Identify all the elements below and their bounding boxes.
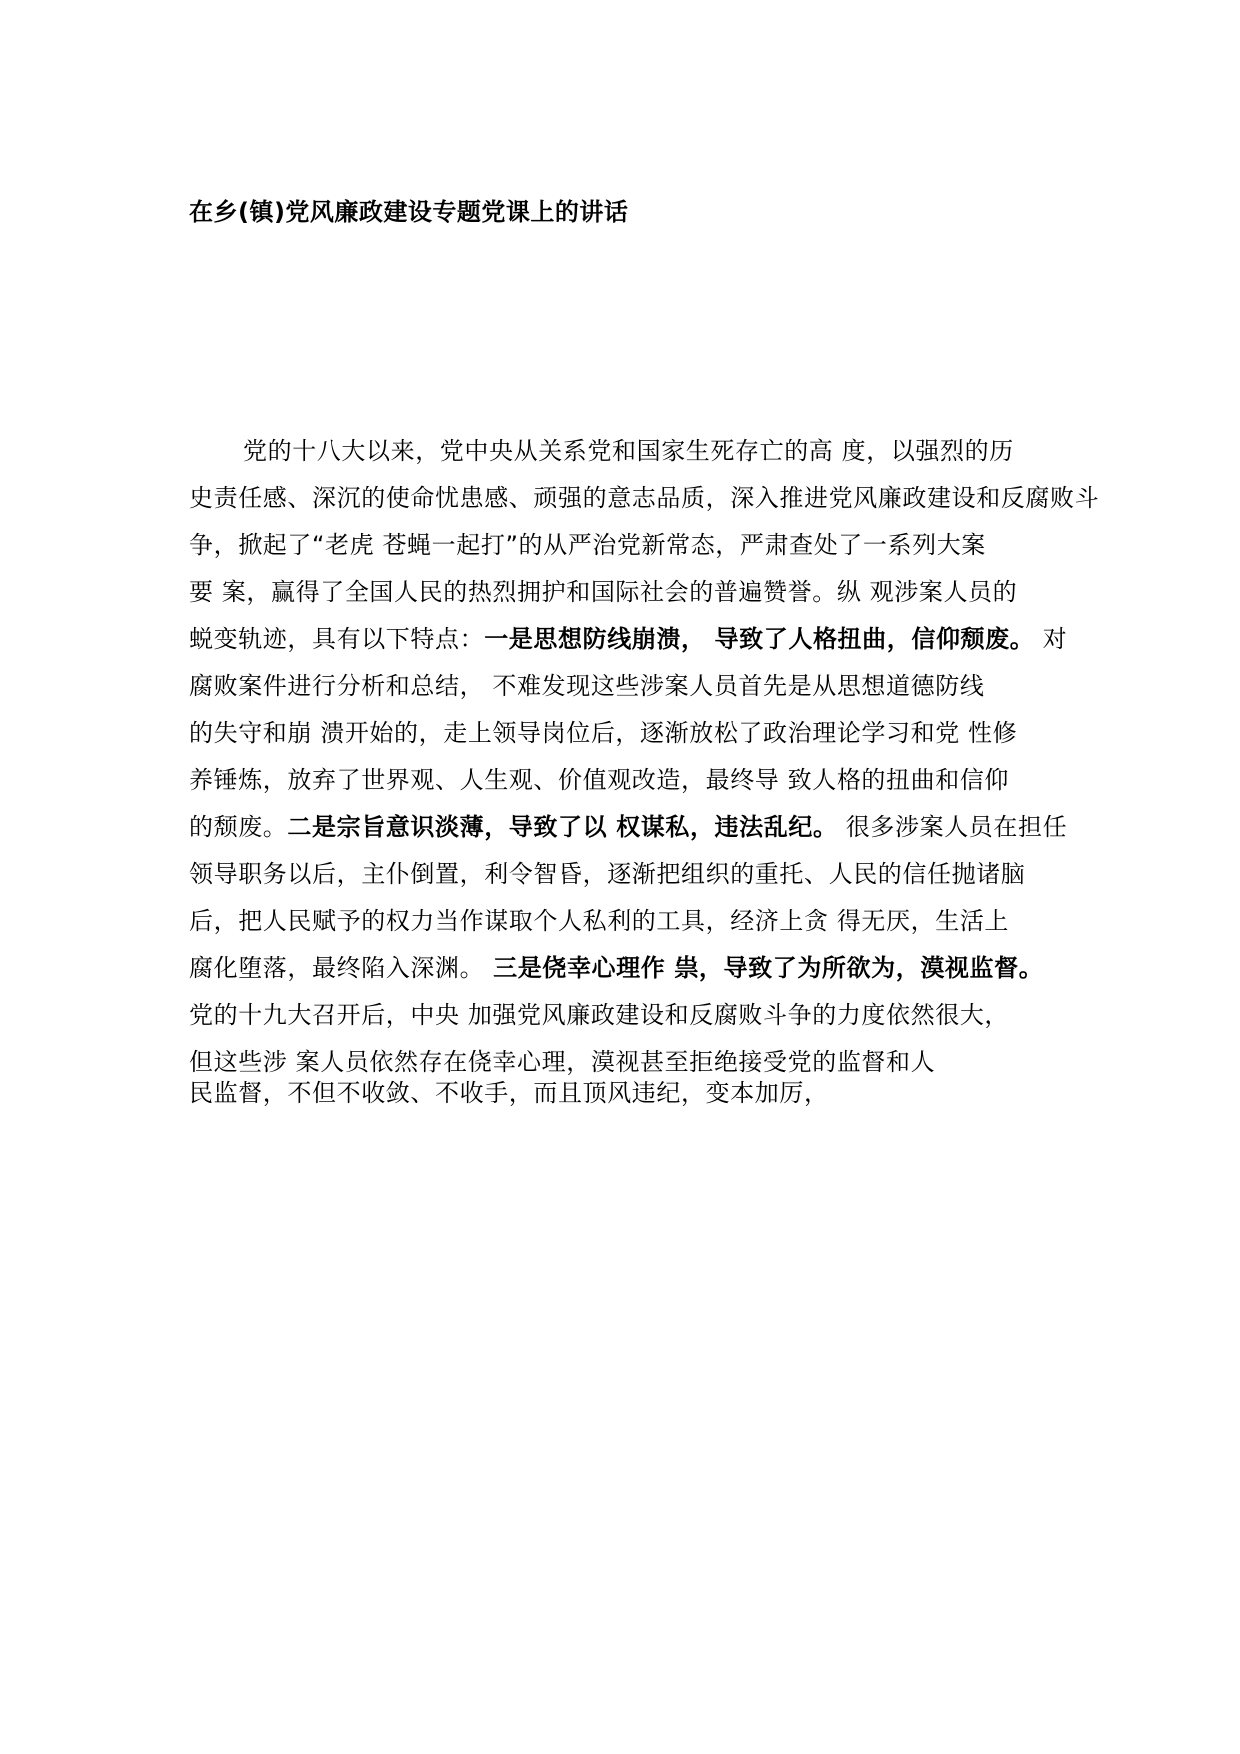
body-line: 腐败案件进行分析和总结， 不难发现这些涉案人员首先是从思想道德防线	[189, 672, 985, 700]
body-line: 蜕变轨迹，具有以下特点：一是思想防线崩溃， 导致了人格扭曲，信仰颓废。 对	[189, 625, 1068, 653]
body-line: 的失守和崩 溃开始的，走上领导岗位后，逐渐放松了政治理论学习和党 性修	[189, 719, 1018, 747]
body-line: 但这些涉 案人员依然存在侥幸心理，漠视甚至拒绝接受党的监督和人	[189, 1048, 936, 1076]
body-line: 争，掀起了“老虎 苍蝇一起打”的从严治党新常态，严肃查处了一系列大案	[189, 531, 986, 559]
body-line: 要 案，赢得了全国人民的热烈拥护和国际社会的普遍赞誉。纵 观涉案人员的	[189, 578, 1018, 606]
body-line: 养锤炼，放弃了世界观、人生观、价值观改造，最终导 致人格的扭曲和信仰	[189, 766, 1010, 794]
body-line: 党的十九大召开后，中央 加强党风廉政建设和反腐败斗争的力度依然很大，	[189, 1001, 1010, 1029]
document-body	[189, 428, 1100, 1086]
body-line: 史责任感、深沉的使命忧患感、顽强的意志品质，深入推进党风廉政建设和反腐败斗	[189, 484, 1100, 512]
body-line-continued: 民监督，不但不收敛、不收手，而且顶风违纪，变本加厉，	[189, 1079, 829, 1107]
emphasis-text: 一是思想防线崩溃， 导致了人格扭曲，信仰颓废。	[484, 625, 1035, 653]
body-line: 的颓废。二是宗旨意识淡薄，导致了以 权谋私，违法乱纪。 很多涉案人员在担任	[189, 813, 1068, 841]
document-title: 在乡(镇)党风廉政建设专题党课上的讲话	[189, 198, 629, 226]
emphasis-text: 三是侥幸心理作 祟，导致了为所欲为，漠视监督。	[484, 954, 1044, 982]
body-line: 腐化堕落，最终陷入深渊。 三是侥幸心理作 祟，导致了为所欲为，漠视监督。	[189, 954, 1044, 982]
emphasis-text: 二是宗旨意识淡薄，导致了以 权谋私，违法乱纪。	[287, 813, 838, 841]
body-line: 领导职务以后，主仆倒置，利令智昏，逐渐把组织的重托、人民的信任抛诸脑	[189, 860, 1026, 888]
body-line: 后，把人民赋予的权力当作谋取个人私利的工具，经济上贪 得无厌，生活上	[189, 907, 1010, 935]
body-line: 党的十八大以来，党中央从关系党和国家生死存亡的高 度，以强烈的历	[243, 437, 1014, 465]
